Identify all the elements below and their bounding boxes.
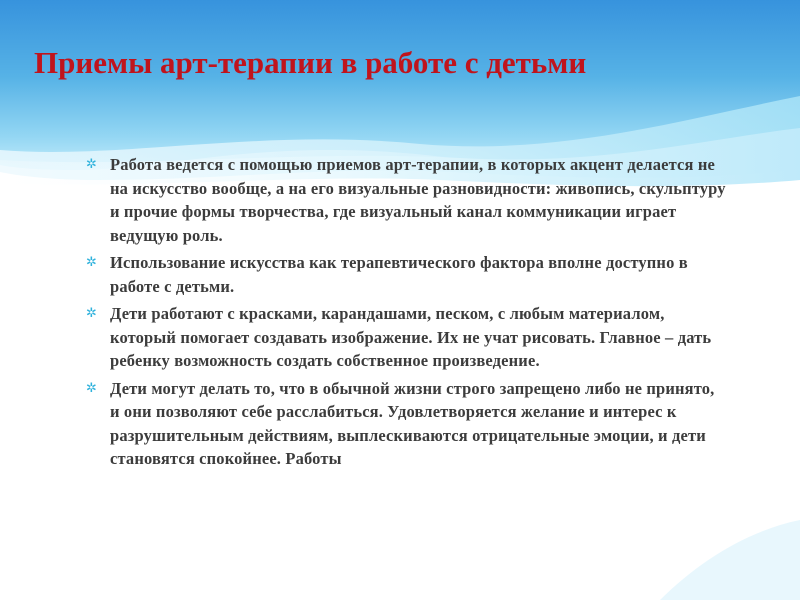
list-item: [86, 251, 726, 298]
list-item: [86, 153, 726, 247]
star-bullet-icon: ✲: [86, 306, 98, 321]
list-item: [86, 377, 726, 471]
slide-title: Приемы арт-терапии в работе с детьми: [34, 45, 587, 80]
star-bullet-icon: ✲: [86, 255, 98, 270]
list-item: [86, 302, 726, 373]
bullet-list: [86, 153, 726, 475]
bullet-text: Использование искусства как терапевтического фактора вполне доступно в работе с детьми.: [110, 253, 688, 296]
bullet-text: Дети работают с красками, карандашами, песком, с любым материалом, который помогает создавать изображение. Их не учат рисовать. Главное – дать ребенку возможность создать собственное произведение.: [110, 304, 712, 370]
bullet-text: Работа ведется с помощью приемов арт-терапии, в которых акцент делается не на искусство вообще, а на его визуальные разновидности: живопись, скульптуру и прочие формы творчества, где визуальный канал коммуникации играет ведущую роль.: [110, 155, 726, 245]
star-bullet-icon: ✲: [86, 157, 98, 172]
bullet-text: Дети могут делать то, что в обычной жизни строго запрещено либо не принято, и они позволяют себе расслабиться. Удовлетворяется желание и интерес к разрушительным действиям, выплескиваются отрицательные эмоции, и дети становятся спокойнее. Работы: [110, 378, 715, 468]
star-bullet-icon: ✲: [86, 380, 98, 396]
